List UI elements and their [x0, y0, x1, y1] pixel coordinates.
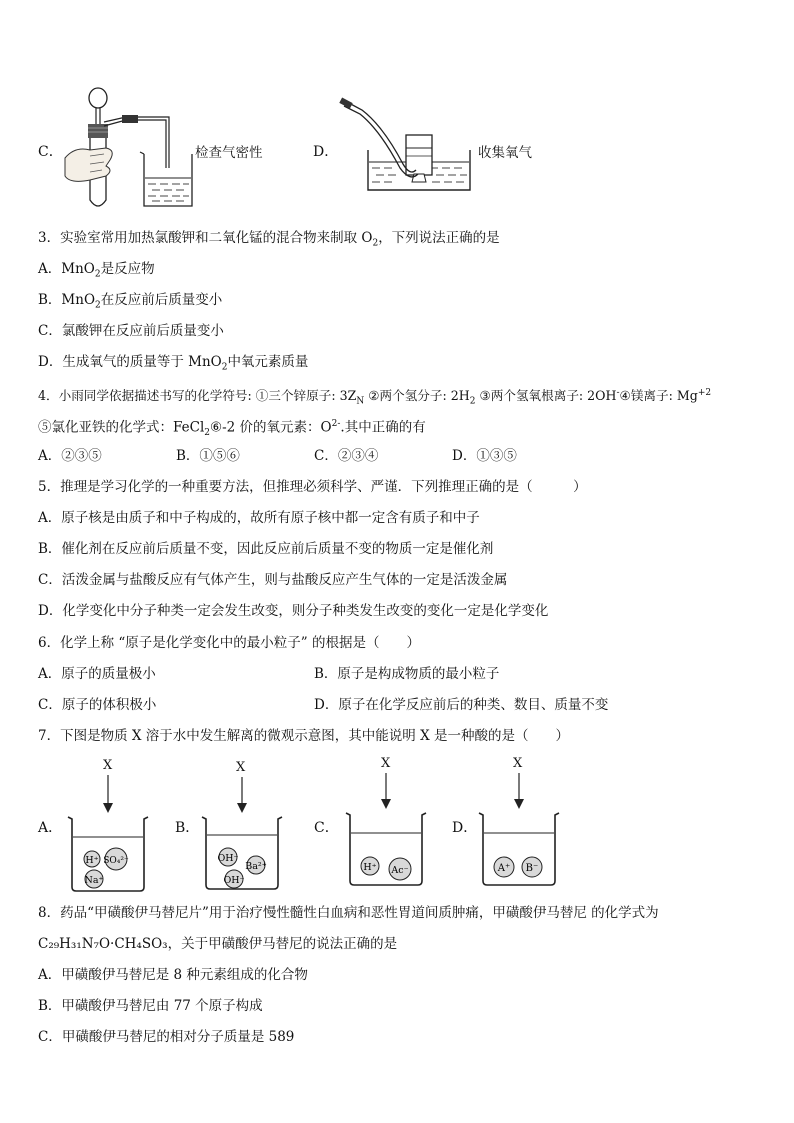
q7-d-ion-1: A⁺	[497, 863, 511, 874]
q6-option-d[interactable]: D．原子在化学反应前后的种类、数目、质量不变	[314, 697, 609, 713]
option-d-caption: 收集氧气	[478, 145, 532, 161]
airtightness-apparatus-figure	[60, 80, 195, 212]
q8-option-b[interactable]: B．甲磺酸伊马替尼由 77 个原子构成	[38, 998, 263, 1014]
q7-option-d-label[interactable]: D．	[452, 820, 478, 836]
q4-option-a[interactable]: A．②③⑤	[38, 448, 102, 464]
q7-a-ion-2: SO₄²⁻	[103, 856, 129, 866]
q8-formula: C₂₉H₃₁N₇O·CH₄SO₃，关于甲磺酸伊马替尼的说法正确的是	[38, 936, 398, 952]
q7-a-ion-1: H⁺	[85, 855, 99, 866]
q7-d-x-label: X	[513, 756, 523, 771]
q8-stem: 8．药品“甲磺酸伊马替尼片”用于治疗慢性髓性白血病和恶性胃道间质肿痛，甲磺酸伊马替尼 的化学式为	[38, 905, 659, 921]
q7-stem: 7．下图是物质 X 溶于水中发生解离的微观示意图，其中能说明 X 是一种酸的是（ ）	[38, 728, 569, 744]
q5-option-b[interactable]: B．催化剂在反应前后质量不变，因此反应前后质量不变的物质一定是催化剂	[38, 541, 494, 557]
q3-option-d[interactable]: D．生成氧气的质量等于 MnO$_2$中氧元素质量	[38, 354, 309, 373]
option-d-label: D．	[313, 144, 339, 160]
q7-b-beaker	[200, 777, 284, 893]
q6-option-b[interactable]: B．原子是构成物质的最小粒子	[314, 666, 500, 682]
q7-b-x-label: X	[236, 760, 246, 775]
q7-option-b-label[interactable]: B．	[175, 820, 200, 836]
q3-stem: 3．实验室常用加热氯酸钾和二氧化锰的混合物来制取 $O_2$，下列说法正确的是	[38, 230, 500, 249]
q8-option-a[interactable]: A．甲磺酸伊马替尼是 8 种元素组成的化合物	[38, 967, 308, 983]
q7-a-beaker	[66, 775, 150, 893]
q7-b-ion-1: OH⁻	[217, 853, 239, 864]
q7-a-ion-3: Na⁺	[84, 875, 104, 886]
q7-c-beaker	[344, 773, 428, 889]
q7-option-c-label[interactable]: C．	[314, 820, 339, 836]
q3-option-a[interactable]: A．MnO$_2$是反应物	[38, 261, 155, 280]
q4-option-c[interactable]: C．②③④	[314, 448, 379, 464]
q3-option-b[interactable]: B．MnO$_2$在反应前后质量变小	[38, 292, 223, 311]
q7-c-ion-1: H⁺	[363, 862, 377, 873]
q5-stem: 5．推理是学习化学的一种重要方法，但推理必须科学、严谨．下列推理正确的是（ ）	[38, 479, 587, 495]
q4-stem-line2: ⑤氯化亚铁的化学式：FeCl$_2$⑥-2 价的氧元素：$O^{2-}$.其中正确的有	[38, 419, 426, 439]
q7-a-x-label: X	[103, 758, 113, 773]
q5-option-c[interactable]: C．活泼金属与盐酸反应有气体产生，则与盐酸反应产生气体的一定是活泼金属	[38, 572, 508, 588]
q6-option-a[interactable]: A．原子的质量极小	[38, 666, 156, 682]
q5-option-d[interactable]: D．化学变化中分子种类一定会发生改变，则分子种类发生改变的变化一定是化学变化	[38, 603, 549, 619]
q7-b-ion-2: Ba²⁺	[245, 861, 267, 872]
q7-option-a-label[interactable]: A．	[38, 820, 63, 836]
q8-option-c[interactable]: C．甲磺酸伊马替尼的相对分子质量是 589	[38, 1029, 295, 1045]
q7-c-ion-2: Ac⁻	[391, 865, 409, 876]
q6-option-c[interactable]: C．原子的体积极小	[38, 697, 157, 713]
q4-option-d[interactable]: D．①③⑤	[452, 448, 517, 464]
option-c-label: C．	[38, 144, 63, 160]
q6-stem: 6．化学上称 “原子是化学变化中的最小粒子” 的根据是（ ）	[38, 635, 420, 651]
q7-c-x-label: X	[381, 756, 391, 771]
q7-d-beaker	[477, 773, 561, 889]
q7-d-ion-2: B⁻	[525, 863, 539, 874]
q4-stem-line1: 4．小雨同学依据描述书写的化学符号: ①三个锌原子: $3Z_N$ ②两个氢分子: $2H_2$ ③两个氢氧根离子: 2OH-④镁离子: $Mg^{+2}$	[38, 388, 712, 407]
collect-oxygen-figure	[340, 100, 475, 196]
q3-option-c[interactable]: C．氯酸钾在反应前后质量变小	[38, 323, 224, 339]
q5-option-a[interactable]: A．原子核是由质子和中子构成的，故所有原子核中都一定含有质子和中子	[38, 510, 480, 526]
q4-option-b[interactable]: B．①⑤⑥	[176, 448, 240, 464]
q7-b-ion-3: OH⁻	[223, 875, 245, 886]
option-c-caption: 检查气密性	[195, 145, 263, 161]
